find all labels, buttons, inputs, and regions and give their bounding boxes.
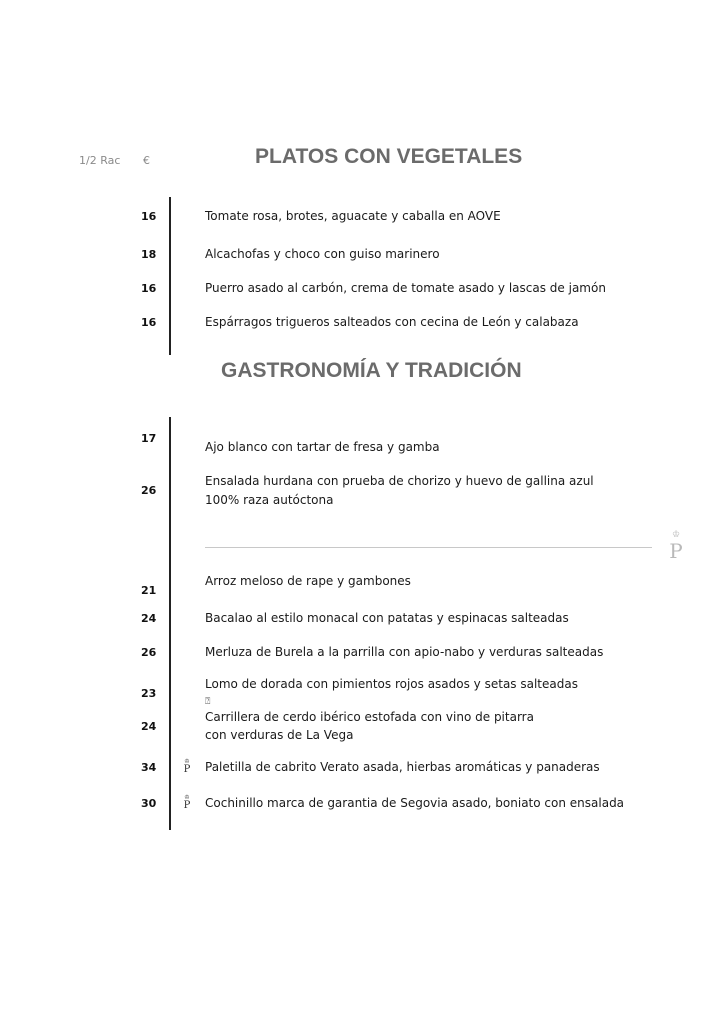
missing-glyph-icon: ⍰: [205, 697, 211, 707]
item-name: Puerro asado al carbón, crema de tomate asado y lascas de jamón: [205, 281, 606, 295]
item-price: 17: [141, 432, 157, 445]
item-name: Tomate rosa, brotes, aguacate y caballa en AOVE: [205, 209, 501, 223]
item-price: 24: [141, 720, 157, 733]
specialty-mark: [182, 795, 192, 811]
item-name-line1: Carrillera de cerdo ibérico estofada con vino de pitarra: [205, 710, 534, 724]
item-name: Ajo blanco con tartar de fresa y gamba: [205, 440, 440, 454]
item-name-line1: Ensalada hurdana con prueba de chorizo y huevo de gallina azul: [205, 474, 594, 488]
item-price: 21: [141, 584, 157, 597]
restaurant-logo: [664, 530, 688, 562]
section-title-tradition: GASTRONOMÍA Y TRADICIÓN: [221, 359, 522, 382]
item-name: Cochinillo marca de garantia de Segovia asado, boniato con ensalada: [205, 796, 625, 810]
section-rule-tradition: [169, 417, 171, 830]
crown-icon: ♔: [184, 794, 190, 801]
item-price: 16: [141, 316, 157, 329]
item-name: Paletilla de cabrito Verato asada, hierbas aromáticas y panaderas: [205, 760, 600, 774]
item-name: Merluza de Burela a la parrilla con apio-nabo y verduras salteadas: [205, 645, 604, 659]
item-name-line2: 100% raza autóctona: [205, 493, 334, 507]
divider: [205, 547, 652, 548]
item-name: Espárragos trigueros salteados con cecina de León y calabaza: [205, 315, 579, 329]
half-ration-header: 1/2 Rac: [79, 154, 121, 167]
item-name: Lomo de dorada con pimientos rojos asados y setas salteadas: [205, 677, 578, 691]
currency-header: €: [143, 154, 150, 167]
item-price: 34: [141, 761, 157, 774]
item-name: Alcachofas y choco con guiso marinero: [205, 247, 440, 261]
crown-icon: ♔: [184, 758, 190, 765]
item-price: 23: [141, 687, 157, 700]
item-price: 16: [141, 282, 157, 295]
item-name: Arroz meloso de rape y gambones: [205, 574, 411, 588]
crown-icon: ♔: [671, 530, 681, 540]
item-price: 16: [141, 210, 157, 223]
mark-letter: P: [183, 800, 191, 811]
mark-letter: P: [183, 764, 191, 775]
specialty-mark: [182, 759, 192, 775]
section-title-vegetables: PLATOS CON VEGETALES: [255, 145, 523, 168]
item-price: 26: [141, 646, 157, 659]
item-name: Bacalao al estilo monacal con patatas y espinacas salteadas: [205, 611, 569, 625]
item-price: 24: [141, 612, 157, 625]
section-rule-vegetables: [169, 197, 171, 355]
item-name-line2: con verduras de La Vega: [205, 728, 354, 742]
logo-letter: P: [669, 539, 683, 563]
item-price: 26: [141, 484, 157, 497]
item-price: 30: [141, 797, 157, 810]
item-price: 18: [141, 248, 157, 261]
